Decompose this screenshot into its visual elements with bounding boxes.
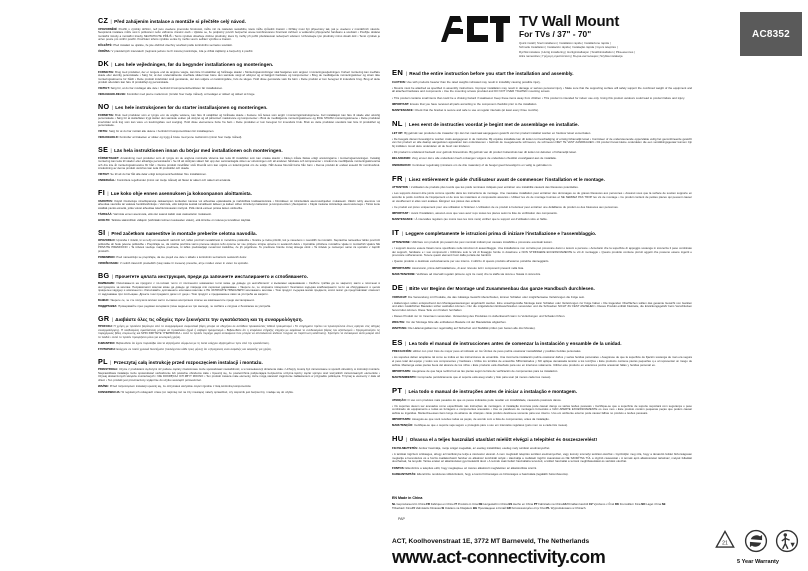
language-title: Lisez entièrement le guide d'utilisateur avant de commencer l'installation et le montage. [408, 176, 605, 182]
language-title: Lea todo el manual de instrucciones antes de comenzar la instalación y ensamble de la unidad. [408, 340, 622, 346]
language-heading: FI | Lue koko ohje ennen asennuksen ja kokoonpanon aloittamista. [98, 190, 252, 197]
language-title: Pred začetkom namestitve in montaže preberite celotna navodila. [111, 230, 257, 236]
language-paragraph: ΣΗΜΑΝΤΙΚΟ: Βεβαιωθείτε ότι έχετε παραλάβει όλα τα εξαρτήματα σύμφωνα με τη λίστα ελέγχου εξαρτημάτων πριν από την εγκατάσταση. [98, 341, 270, 345]
language-paragraph: TÄRKEÄÄ: Varmista ennen asennusta, että olet saanut kaikki osat osaluettelon mukaisesti. [98, 212, 212, 216]
language-title: Przeczytaj całą instrukcję przed rozpoczęciem instalacji i montażu. [113, 359, 263, 365]
language-code: BG [98, 272, 110, 280]
language-paragraph: PRZESTROGA: Użycie z produktami cięższymi niż podane ciężary znamionowe może spowodować niestabilność, a w konsekwencji obrażenia ciała • Uchwyty muszą być zamocowane w sposób określony w instrukcji montażu. Nieprawidłowa instalacja może spowodować uszkodzenie lub poważne obrażenia ciała • Upewnij się, że powierzchnia podpierająca bezpiecznie utrzyma łączny ciężar sprzętu oraz wszystkich zamocowanych elementów • Używaj dostarczonych wkrętów montażowych i NIE DOKRĘCAJ ICH ZBYT MOCNO • Ten produkt zawiera małe elementy, które mogą stanowić zagrożenie zadławieniem w przypadku połknięcia. Trzymaj te elementy z dala od dzieci • Ten produkt jest przeznaczony wyłącznie do użytku wewnątrz pomieszczeń. [98, 368, 380, 382]
language-paragraph: ВАЖНО: Уверете се, че сте получили всички части съгласно контролния списък на компонентите преди инсталирането. [98, 298, 255, 302]
language-section-de [392, 285, 692, 331]
language-heading: NO | Les hele instruksjonen før du starter installasjonen og monteringen. [98, 104, 268, 111]
language-paragraph: ПОДДРЪЖКА: Проверявайте през редовни интервали (поне веднъж на три месеца), че скобата е сигурна и безопасна за употреба. [98, 304, 271, 308]
language-section-pl [98, 359, 380, 395]
language-paragraph: IMPORTANT : Avant l'installation, assurez-vous que vous avez reçu toutes les pièces selon la liste de vérification des composants. [392, 211, 558, 215]
language-title: Před zahájením instalace a montáže si přečtěte celý návod. [114, 19, 246, 24]
pap-recycle-icon [712, 528, 738, 559]
language-paragraph: ATENÇÃO: O uso com produtos mais pesados do que os pesos indicados pode resultar em instabilidade, causando possíveis danos. [392, 397, 562, 402]
language-paragraph: UNDERHÅLL: Kontrollera regelbundet (minst var tredje månad) att fästet är säkert och säkert att använda. [98, 179, 231, 183]
language-paragraph: • Ce produit est prévu uniquement pour une utilisation à l'intérieur. L'utilisation de ce produit à l'extérieur peut entraîner une défaillance du produit ou des blessures aux personnes. [392, 204, 619, 209]
product-title: TV Wall Mount [519, 13, 620, 30]
footer [392, 496, 802, 567]
language-heading: FR | Lisez entièrement le guide d'utilisateur avant de commencer l'installation et le montage. [392, 175, 605, 183]
language-title: Bitte vor Beginn der Montage und Zusammenbau das ganze Handbuch durchlesen. [409, 285, 595, 291]
language-paragraph: • Les supports doivent être joints comme spécifié dans les instructions de montage. Une mauvaise installation peut entraîner des dommages ou de graves blessures aux personnes • Assurez-vous que la surface de soutien supporte en sécurité le poids combiné de l'équipement et de tous les matériaux et composants associés • Utilisez les vis de montage fournies et NE SERREZ PAS TROP les vis de montage • Ce produit contient de petites pièces qui peuvent causer un étouffement si elles sont avalées. Éloignez ces pièces des enfants [392, 191, 692, 203]
language-paragraph: ВНИМАНИЕ: Използването на продукти с по-голямо тегло от посоченото номинално тегло може да доведе до нестабилност и възможни наранявания • Скобите трябва да се закрепят, както е посочено в инструкциите за монтаж. Неправилният монтаж може да доведе до повреда или сериозно нараняване • Уверете се, че опорната повърхност безопасно издържа комбинираното тегло на оборудването и целия прикрепен хардуер и компоненти • Използвайте доставените монтажни винтове и НЕ ЗАТЯГАЙТЕ ПРЕКАЛЕНО монтажните винтове • Този продукт съдържа малки предмети, които могат да представляват опасност от задушаване при поглъщане. Дръжте тези предмети далеч от деца • Този продукт е предназначен само за употреба на закрито. [98, 282, 380, 296]
language-code: SE [98, 147, 109, 154]
language-paragraph: MANUTENZIONE: Verificare ad intervalli regolari (almeno ogni tre mesi) che la staffa sia sicura e fissata in sicurezza. [392, 271, 541, 276]
language-paragraph: VIKTIG: Sørg for at du har mottatt alle delene i henhold til komponentlisten før installasjonen. [98, 130, 215, 133]
language-code: DK [98, 61, 109, 68]
language-section-hu [392, 436, 692, 476]
language-paragraph: • Halterungen sollen entsprechend den Montageanweisungen angebracht werden. Eine unsachgemäße Montage kann Schäden oder Verletzungen zur Folge haben • Die tragenden Oberflächen sollten das gesamte Gewicht von Geräten und allen zusätzlichen Bauteilen sicher aushalten können • Nur die mitgelieferten Einbauschrauben verwenden und die Schrauben NICHT ZU FEST ANZIEHEN • Dieses Produkt enthält Kleinteile, die Erstickungsgefahr beim Verschlucken hervorrufen können. Diese Teile von Kindern fernhalten [392, 300, 692, 312]
language-paragraph: FORSIKTIG: Bruk med produkter som er tyngre enn de angitte vektene, kan føre til ustabilitet og forårsake skade • Festene må festes som angitt i monteringsinstruksjonene. Feil installasjon kan føre til skade eller alvorlig personskade • Sørg for at støtteflaten trygt støtter den samlede vekten på utstyret og all påmontert maskinvare og komponenter • Bruk de medfølgende monteringsskruene og IKKE STRAM monteringsskruene • Dette produktet inneholder små ting som kan være en kvelningsfare ved svelging. Hold disse elementene borte fra barn • Dette produktet er kun beregnet for innendørs bruk. Bruk av dette produktet utendørs kan føre til produktfeil og personskade. [98, 113, 380, 127]
language-section-bg [98, 273, 380, 309]
quick-install-line: Quick install | Snel installeren | Installation rapide | Installazione rapida | [519, 41, 611, 45]
language-paragraph: IMPORTANTE: Assicurarsi, prima dell'installazione, di aver ricevuto tutti i componenti presenti nella lista. [392, 265, 524, 270]
language-title: Прочетете цялата инструкция, преди да започнете инсталирането и сглобяването. [115, 273, 309, 279]
language-title: Les hele instruksjonen før du starter installasjonen og monteringen. [115, 105, 268, 110]
language-section-dk [98, 61, 380, 97]
language-paragraph: • Os suportes devem ser anexados como especificado nas instruções de montagem. A instalação incorreta pode causar danos ou sérias lesões pessoais • Certifique-se que a superfície de suporte suportará com segurança o peso combinado do equipamento e todas as ferragens e componentes anexados • Use os parafusos de montagem fornecidos e NÃO APERTE EXCESSIVAMENTE os mes mos • Este produto contém pequenas peças que podem causar asfixia se ingeridas. Mantenha-esses itens longe do alcance de crianças • Este produto destina-se somente para uso interno. Uso em ambiente externo pode causar falhas no produto e lesões pessoais. [392, 403, 692, 415]
language-title: Lees eerst de instructies voordat je begint met de assemblage en installatie. [408, 122, 579, 128]
warranty-label: 5 Year Warranty [737, 559, 779, 565]
language-section-gr [98, 316, 380, 352]
language-paragraph: IMPORTANTE: Asegúrese de que haya recibid tod as las piezas según la lista de verificación de componentes para La instalación. [392, 368, 559, 373]
language-paragraph: WAŻNE: Przed rozpoczęciem instalacji upewnij się, że otrzymałeś wszystkie części zgodnie z listą kontrolną komponentów. [98, 384, 252, 388]
language-heading: CZ | Před zahájením instalace a montáže si přečtěte celý návod. [98, 18, 246, 25]
language-paragraph: ÚDRŽBA: V pravidelných intervalech (nejméně jednou za tři měsíce) kontrolujte, zda je držák zajištěný a bezpečný k použití. [98, 50, 254, 54]
language-paragraph: • los soportes deben acoplarse tal como se indica en las instrucciones de ensamble. Una incorrecta instalación podría ocasionar daños y serias heridas personales • Asegúrese de que la superficie de fijación sostenga de man era segura el peso total del equipo y todos sus componentes y hardware • Utilice los tornillos de ensamble Sfflministrados y NO aplique demasiada tensión a los tomQlos • Este producto contiene piezas pequeñas q e al representar un riesgo de asfixia. Mantenga estas piezas fuera del alcance de los niños • Este producto está diseñado para uso en interiores solamente. Utilizar este producto en exteriores podría ocasionar fallas y heridas personal es. [392, 355, 692, 367]
language-paragraph: VIKTIGT: Se till att du har fått alla delar enligt komponentchecklistan före installationen. [98, 173, 207, 176]
quick-install-line: Rychlá instalace | Hurtig installering | Hurtiginstallasjon | Snabbinstallation | Pika-asennus | [519, 49, 635, 54]
language-section-cz [98, 18, 380, 54]
language-heading: GR | Διαβάστε όλες τις οδηγίες πριν ξεκινήσετε την εγκατάσταση και τη συναρμολόγηση. [98, 315, 303, 323]
language-paragraph: VIGTIGT: Sørg for, at du har modtaget alle dele i henhold til komponentchecklisten før installationen. [98, 87, 223, 90]
language-heading: DK | Læs hele vejledningen, før du begynder installationen og monteringen. [98, 61, 274, 68]
language-paragraph: FÖRSIKTIGHET: Användning med produkter som är tyngre än de angivna nominella vikterna kan leda till instabilitet som kan orsaka skador • Fästen måste fästas enligt anvisningarna i monteringsanvisningen. Felaktig montering kan leda till skador eller allvarliga personskador • Se till att stödytan säkert bär upp den sammanlagda vikten av utrustningen och all ansluten hårdvara och komponenter • Använd de medföljande monteringsskruvarna och dra inte åt monteringsskruvarna för hårt • Denna produkt innehåller små föremål som kan utgöra en kvävningsrisk om de sväljs. Håll dessa föremål borta från barn • Denna produkt är endast avsedd för inomhusbruk. Användning av denna produkt utomhus kan leda till produktfel och skada. [98, 156, 380, 170]
language-paragraph: ΣΥΝΤΗΡΗΣΗ: Ελέγχετε σε τακτά χρονικά διαστήματα (τουλάχιστον κάθε τρεις μήνες) ότι ο βραχίονας είναι ασφαλής και ασφαλής για χρήση. [98, 347, 272, 351]
language-section-se [98, 147, 380, 183]
made-in-text: Made in China [398, 496, 423, 500]
language-title: Read the entire instruction before you start the installation and assembly. [409, 71, 574, 76]
language-title: Olvassa el a teljes használati utasítást mielőtt elvégzi a telepítést és összeszerelést! [409, 437, 598, 443]
language-paragraph: MANUTENÇÃO: Certifique-se que o suporte seja seguro e protegido para o uso em intervalos regulares (pelo men os a cada três meses). [392, 423, 568, 428]
quick-install-line: Schnelle Installation | Instalación rápida | Instalação rápida | Gyors telepítés | [519, 45, 618, 50]
language-title: Læs hele vejledningen, før du begynder installationen og monteringen. [114, 62, 274, 67]
language-heading: SE | Läs hela instruktionen innan du börjar med installationen och monteringen. [98, 147, 283, 154]
language-code: SI [98, 229, 106, 237]
language-section-si [98, 230, 380, 266]
language-paragraph: • This product contains small items that could be a choking hazard if swallowed. Keep these items away from children • This product is intended for indoor use only. Using this product outdoors could lead to product failure and injury. [392, 95, 685, 100]
language-section-no [98, 104, 380, 140]
language-paragraph: MAINTENANCE : À intervalles réguliers (au moins tous les trois mois) vérifiez que le support est d'utilisation sûre et fiable. [392, 217, 548, 222]
language-heading: SI | Pred začetkom namestitve in montaže preberite celotna navodila. [98, 229, 257, 237]
language-title: Lue koko ohje ennen asennuksen ja kokoonpanon aloittamista. [110, 191, 252, 196]
company-address: ACT, Koolhovenstraat 1E, 3772 MT Barneveld, The Netherlands [392, 538, 590, 545]
quick-install-languages [519, 41, 749, 59]
language-paragraph: • Dit product is uitsluitend bedoeld voor gebruik binnenshuis. Bij gebruik van dit product buitenshuis kan dit leiden tot defecten of lichamelijk letsel. [392, 150, 577, 155]
recycle-loop-icon [743, 528, 769, 559]
language-paragraph: VZDRŽEVANJE: V rednih časovnih presledkih (vsaj vsake tri mesece) preverite, ali je nosilec varen in varen za uporabo. [98, 261, 249, 265]
language-paragraph: MAINTENANCE: Check that the bracket is secure and safe to use at regular intervals (at least every three months). [392, 107, 539, 112]
language-heading: HU | Olvassa el a teljes használati utasítást mielőtt elvégzi a telepítést és összeszerelést! [392, 436, 598, 444]
pap-label: PAP [398, 517, 405, 521]
language-paragraph: LET OP: Bij gebruik van producten die zwaarder zijn dan het maximaal aangegeven gewicht van het product instabiel worden en hierdoor letsel veroorzaken. [392, 130, 592, 135]
language-code: NO [98, 104, 110, 111]
keep-environment-clean-icon [774, 528, 800, 559]
language-code: CZ [98, 18, 109, 25]
language-code: DE [392, 284, 404, 292]
language-heading: NL | Lees eerst de instructies voordat je begint met de assemblage en installatie. [392, 121, 579, 129]
language-paragraph: • Dieses Produkt nur im Innenraum verwenden. Verwendung des Produktes im Außenbereich kann zu Verletzungen und Schaden führen. [392, 314, 566, 319]
act-logo [440, 16, 510, 42]
language-paragraph: ATTENZIONE: Utilizzare con prodotti più pesanti dei pesi nominali indicati può causare instabilità e provocare eventuali lesioni. [392, 239, 553, 244]
language-section-pt [392, 388, 692, 428]
language-paragraph: ATTENTION : L'utilisation de produits plus lourds que les poids nominaux indiqués peut entraîner une instabilité causant des blessures potentielles. [392, 185, 579, 190]
made-in-lang-code: EN [392, 496, 397, 500]
made-in-translations: NL Geproduceerd in China FR Fabriqué en Chine IT Prodotto in Cina DE Hergestellt in China ES Hecho en China PT Fabricado na China HU Kínában készült CZ Vyrobeno v Číně DK Fremstillet i Kina NO Laget i Kina SE Tillverkad i Kina FI Valmistettu Kiinassa SI Izdelano na Kitajskem BG Произведено в Китай GR Κατασκευασμένο στην Κίνα PL Wyprodukowano w Chinach. [392, 502, 666, 510]
language-paragraph: DŮLEŽITÉ: Před instalací se ujistěte, že jste obdrželi všechny součásti podle kontrolního seznamu součástí. [98, 44, 233, 47]
language-paragraph: MANTENIMIENTO: Compruebe periódicamente que el soporte está aseg urado y listo para usar (al menos cada tres meses). [392, 374, 552, 379]
language-code: PL [98, 358, 108, 366]
language-paragraph: FIGYELMEZTETÉS: Amikor használja, mérje széjjel megadtak, az esetleg instabilitást, esetleg mely sérülést eredményezhet. [392, 446, 551, 450]
language-heading: BG | Прочетете цялата инструкция, преди да започнете инсталирането и сглобяването. [98, 272, 309, 280]
language-paragraph: • Mounts must be attached as specified in assembly instructions. Improper installation may result in damage or serious personal injury • Make sure that the supporting surface will safely support the combined weight of the equipment and all attached hardware and components • Use the mounting screws provided and DO NOT OVER TIGHTEN mounting screws [392, 85, 692, 94]
language-code: IT [392, 230, 400, 238]
language-paragraph: VEDLIKEHOLD: Kontroller at braketten er sikker og trygg å bruke med jevne mellomrom (minst hver tredje måned). [98, 136, 243, 140]
language-paragraph: • I supporti devono essere fissati come specificato nelle istruzioni di assemblaggio. Una installazione non corretta può provocare danni o lesioni a persone • Accertarsi che la superficie di appoggio sostenga in sicurezza il peso combinato dei supporti, hardware e i suo componenti • Utilizzare solo le viti di fissaggio fornite in dotazione e NON STRINGERE ECCESSIVAMENTE le viti di montaggio • Questo prodotto contiene piccoli oggetti che possono essere ingeriti e provocare soffocamento. Tenere questi elementi fuori dalla portata dei bambini [392, 246, 692, 258]
language-code: FI [98, 190, 105, 197]
right-language-column [392, 70, 692, 485]
language-section-fr [392, 176, 692, 222]
language-title: Διαβάστε όλες τις οδηγίες πριν ξεκινήσετε την εγκατάσταση και τη συναρμολόγηση. [115, 316, 303, 322]
language-code: GR [98, 315, 110, 323]
language-paragraph: VEDLIGEHOLDELSE: Kontrollér med jævne mellemrum (mindst hver tredje måned), at beslaget er sikkert og sikkert at bruge. [98, 93, 256, 97]
language-heading: PT | Leia todo o manual de instruções antes de iniciar a instalação e montagem. [392, 387, 578, 395]
svg-text:21: 21 [722, 540, 728, 547]
language-heading: PL | Przeczytaj całą instrukcję przed rozpoczęciem instalacji i montażu. [98, 358, 263, 366]
language-paragraph: KARBANTARTÁS: Ellenőrizze rendszeres időközönként, hogy a konzol biztonságos és biztonságos a használata (legalább háromhavonta). [392, 471, 569, 476]
quick-install-line: Hitra namestitev | Γρήγορη εγκατάσταση | Бърза инсталация | Szybka instalacja [519, 54, 623, 59]
language-code: NL [392, 121, 403, 129]
language-paragraph: PRECAUCIÓN: utilizar con prod Ctos de mayor peso al indicado en los Ümites de peso podría ocasionar inestabilidad y posibles heridas personales. [392, 349, 582, 354]
product-subtitle: For TVs / 37" - 70" [519, 29, 592, 39]
language-paragraph: KONSERWACJA: W regularnych odstępach czasu (co najmniej raz na trzy miesiące) należy sprawdzać, czy wspornik jest bezpieczny i nadaje się do użytku. [98, 390, 294, 394]
language-paragraph: CAUTION: Use with products heavier than the rated weights indicated may result in instability causing possible injury. [392, 79, 541, 84]
model-badge: AC8352 [740, 12, 802, 56]
language-paragraph: UPOZORNĚNÍ: Použití s výrobky těžšími, než jsou uvedené jmenovité hmotnosti, může mít za následek nestabilitu, která může způsobit zranění • Držáky musí být připevněny tak, jak je uvedeno v montážních návodu. Nesprávná instalace může vést k poškození nebo vážnému zranění osob • Ujistěte se, že podpěrný povrch bezpečně unese kombinovanou hmotnost zařízení a veškerého připojeného hardwaru a součástí • Použijte dodané montážní šrouby a montážní šrouby NEUTAHUJTE PŘÍLIŠ • Tento výrobek obsahuje drobné předměty, které by mohly při požití představovat nebezpečí udušení. Uchovávejte tyto předměty mimo dosah dětí • Tento výrobek je určen pouze pro vnitřní použití. Používání tohoto výrobku venku by mohlo vést k selhání výrobku a zranění. [98, 27, 380, 41]
language-section-fi [98, 190, 380, 222]
language-paragraph: IMPORTANTE: Assegure-se que você recebeu todas as peças, de acordo com a lista de componentes, antes da instalação. [392, 417, 550, 422]
language-section-en [392, 70, 692, 113]
language-title: Leggere completamente le istruzioni prima di iniziare l'installazione e l'assemblaggio. [405, 231, 597, 237]
language-paragraph: VORSICHT: Die Verwendung mit Produkte, die das zulässige Gewicht überschreiten, können Schäden oder möglicherweise Verletzungen die Folge sein. [392, 294, 585, 299]
language-code: ES [392, 339, 403, 347]
language-title: Leia todo o manual de instruções antes de iniciar a instalação e montagem. [408, 388, 578, 394]
language-section-es [392, 340, 692, 380]
language-title: Läs hela instruktionen innan du börjar med installationen och monteringen. [114, 148, 283, 153]
language-paragraph: • A tartókat rögzíteni szükséges, ahogy azt kézikönyve leírja a összeszer elésnél. A nem megfelelő telepítés sérülést eredményezhet, vagy komoly személyi sérülést okozhat • Győződjön meg róla, hogy a támasztó felület biztonságosan megtartja a berendezés és a hozzá csatlakoztatott hardver és alkatrész kombinált súlyát • Használja a mellékelt rögzítő csavarokat és NE SZORÍTSA TÚL a rögzítő csavarokat • A termék apró alkatrészeket tartalmaz, melyek fulladást okozhatnak, ha lenyelik. Tartsa ezeket az alkatrészeket gyermekektől távol • A termék csak beltéri használatra tervezett, a kültéri használat a termék meghibásodását és sérülést okozhat. [392, 452, 692, 464]
language-paragraph: • De beugels dienen bevestigd te worden zoals aangegeven in de instructie. Bij onjuiste installatie kan dit leiden tot beschadiging of ernstig lichamelijk letsel • Controleer of de ondersteunende oppervlakte veilig het gecombineerde gewicht van het product en alle daarop aangesloten apparatuur kan ondersteunen • Gebruik de meegeleverde schroeven, de schroeven NIET TE VAST AANDRAAIEN • Dit product bevat kleine onderdelen die een verstikkingsgevaar kunnen zijn bij inslikken. Houd deze onderdelen uit de buurt van kinderen [392, 136, 692, 148]
language-code: PT [392, 387, 403, 395]
language-heading: DE | Bitte vor Beginn der Montage und Zusammenbau das ganze Handbuch durchlesen. [392, 284, 595, 292]
language-paragraph: HUOLTO: Tarkista säännöllisin väliajoin (vähintään kolmen kuukauden välein), että kiinnike on tukeva ja turvallinen käyttää. [98, 218, 251, 222]
language-paragraph: BELANGRIJK: Zorg ervoor dat u alle onderdelen heeft ontvangen volgens de onderdelen checklist voorafgaand aan de installatie. [392, 156, 557, 161]
language-paragraph: IMPORTANT: Ensure that you have received all parts according to the component checklist prior to the installation. [392, 101, 538, 106]
language-section-nl [392, 121, 692, 167]
language-paragraph: POMEMBNO: Pred namestitvijo se prepričajte, da ste prejeli vse dele v skladu s kontrolnim seznamom sestavnih delov. [98, 255, 247, 259]
language-paragraph: WARTUNG: Die Halterungsklammer regelmäßig auf Sicherheit und Stabilität prüfen (am besten alle drei Monate). [392, 326, 536, 331]
language-code: EN [392, 70, 404, 77]
language-paragraph: ΠΡΟΣΟΧΗ: Η χρήση με προϊόντα βαρύτερα από τα αναγραφόμενα ονομαστικά βάρη μπορεί να οδηγήσει σε αστάθεια προκαλώντας πιθανό τραυματισμό • Τα στηρίγματα πρέπει να προσαρτώνται όπως ορίζεται στις οδηγίες συναρμολόγησης. Η λανθασμένη εγκατάσταση μπορεί να προκαλέσει ζημιά ή σοβαρό τραυματισμό • Βεβαιωθείτε ότι η επιφάνεια στήριξης στηρίζει με ασφάλεια το συνδυασμένο βάρος του εξοπλισμού • Χρησιμοποιήστε τις παρεχόμενες βίδες στερέωσης και ΜΗΝ ΣΦΙΓΓΕΤΕ ΥΠΕΡΒΟΛΙΚΑ • Αυτό το προϊόν περιέχει μικρά αντικείμενα που μπορεί να αποτελέσουν κίνδυνο πνιγμού σε περίπτωση κατάποσης. Κρατήστε τα αντικείμενα αυτά μακριά από τα παιδιά • Αυτό το προϊόν προορίζεται μόνο για εσωτερική χρήση. [98, 325, 380, 339]
left-language-column [98, 18, 380, 402]
language-code: HU [392, 436, 404, 444]
language-heading: IT | Leggere completamente le istruzioni prima di iniziare l'installazione e l'assemblaggio. [392, 230, 597, 238]
language-paragraph: FONTOS: Ellenőrizze a telepítés előtt, hogy megkapta-e az összes alkatrészt megfelelően az alkatrészlista szerint. [392, 465, 537, 470]
language-paragraph: VAROITUS: Käyttö ilmoitettuja nimellispainoja raskaampien tuotteiden kanssa voi aiheuttaa epävakautta ja mahdollisia loukkaantumisia • Kiinnikkeet on kiinnitettävä asennusohjeiden mukaisesti. Väärin tehty asennus voi aiheuttaa vaurioita tai vakavia henkilövahinkoja • Varmista, että tukipinta kestää turvallisesti laitteen ja kaiken siihen kiinnitetyn laitteiston ja komponenttien yhteispainon • Käytä mukana toimitettuja asennusruuveja • Tämä tuote sisältää pieniä esineitä, jotka voivat aiheuttaa tukehtumisvaaran nieltynä. Pidä nämä esineet poissa lasten ulottuvilta. [98, 199, 380, 210]
language-heading: EN | Read the entire instruction before you start the installation and assembly. [392, 70, 574, 77]
language-paragraph: OPOZORILO: Uporaba z izdelki, ki so težji od navedenih nazivnih tež, lahko povzroči nestabilnost in morebitne poškodbe • Nosilce je treba pritrditi, kot je navedeno v navodilih za montažo. Nepravilna namestitev lahko povzroči poškodbe ali hude telesne poškodbe • Prepričajte se, da nosilna površina varno prenese skupno težo opreme ter vse pritrjene strojne opreme in sestavnih delov • Uporabite priložene montažne vijake in montažnih vijakov NE PRIVIJTE PREMOČNO • Ta izdelek vsebuje majhne predmete, ki lahko predstavljajo nevarnost zadušitve, če jih pogoltnete. Te predmete hranite zunaj dosega otrok • Ta izdelek je namenjen samo za uporabo v zaprtih prostorih. [98, 239, 380, 253]
website-url[interactable]: www.act-connectivity.com [392, 547, 606, 567]
language-heading: ES | Lea todo el manual de instrucciones antes de comenzar la instalación y ensamble de la unidad. [392, 339, 622, 347]
language-paragraph: FORSIGTIG: Brug med produkter, der er tungere end de angivne vægte, kan føre til ustabilitet og forårsage skader • Monteringsanordninger skal fastgøres som angivet i monteringsvejledningen. Forkert montering kan medføre skade eller alvorlig personskade • Sørg for, at den understøttende overflade sikkert kan bære den samlede vægt af udstyret og al fastgjort hardware og komponenter • Brug de medfølgende monteringsskruer og stram ikke monteringsskruerne for hårdt • Dette produkt indeholder små genstande, der kan udgøre en kvælningsfare, hvis de sluges. Hold disse genstande væk fra børn • Dette produkt er kun beregnet til indendørs brug. Brug af dette produkt udendørs kan føre til produktfejl og personskade. [98, 70, 380, 84]
language-section-it [392, 230, 692, 276]
language-code: FR [392, 175, 403, 183]
language-paragraph: • Questo prodotto è destinato esclusivamente per uso interno. L'utilizzo di questo prodotto all'esterno potrebbe danneggiarlo. [392, 259, 550, 264]
language-paragraph: ONDERHOUD: Controleer regelmatig (minstens om de drie maanden) of de beugel goed bevestigd is en veilig te gebruiken is. [392, 162, 553, 167]
language-paragraph: WICHTIG: Vor der Montage bitte alle enthaltenen Bauteile mit der Bauteileliste abgleichen. [392, 320, 507, 325]
made-in-china [392, 496, 802, 500]
